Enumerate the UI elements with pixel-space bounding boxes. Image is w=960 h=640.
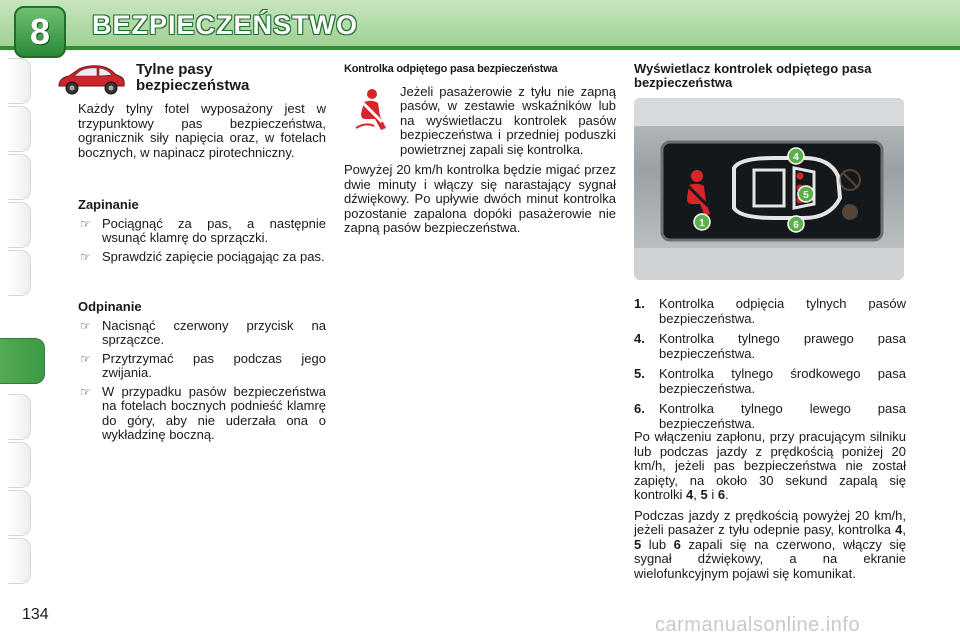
fastening-section	[78, 198, 326, 268]
hand-pointer-icon: ☞	[80, 384, 91, 399]
chapter-tab[interactable]	[8, 490, 31, 536]
warning-lamp-para1: Jeżeli pasażerowie z tyłu nie zapną pasów, w zestawie wskaźników lub na wyświetlaczu kontrolek pasów bezpieczeństwa i przedniej poduszki powietrznej zapali się kontrolka.	[400, 83, 616, 157]
chapter-tab-active[interactable]	[0, 338, 45, 384]
svg-text:1: 1	[699, 218, 705, 229]
watermark: carmanualsonline.info	[655, 614, 861, 636]
hand-pointer-icon: ☞	[80, 351, 91, 366]
legend-text: Kontrolka tylnego prawego pasa bezpieczeństwa.	[659, 331, 906, 361]
warning-lamp-title: Kontrolka odpiętego pasa bezpieczeństwa	[344, 63, 558, 75]
legend-row	[634, 367, 906, 396]
chapter-tab[interactable]	[8, 202, 31, 248]
intro-paragraph: Każdy tylny fotel wyposażony jest w trzypunktowy pas bezpieczeństwa, ogranicznik siły napięcia oraz, w fotelach bocznych, w napinacz pirotechniczny.	[78, 101, 326, 160]
list-item-text: Pociągnąć za pas, a następnie wsunąć klamrę do sprzączki.	[102, 215, 326, 245]
chapter-tab[interactable]	[8, 394, 31, 440]
hand-pointer-icon: ☞	[80, 318, 91, 333]
fastening-heading: Zapinanie	[78, 197, 139, 212]
col1-body	[78, 102, 326, 160]
list-item-text: Nacisnąć czerwony przycisk na sprzączce.	[102, 317, 326, 347]
chapter-tab-strip	[0, 58, 34, 578]
section-title: Tylne pasy bezpieczeństwa	[136, 61, 250, 94]
warning-lamp-para2: Powyżej 20 km/h kontrolka będzie migać przez dwie minuty i włączy się narastający sygnał dźwiękowy. Po upływie dwóch minut kontrolka pozostanie zapalona dopóki pasażerowie nie zapną pasów bezpieczeństwa.	[344, 162, 616, 235]
driving-paragraph: Podczas jazdy z prędkością powyżej 20 km/h, jeżeli pasażer z tyłu odepnie pasy, kontrolka 4, 5 lub 6 zapali się na czerwono, włączy się sygnał dźwiękowy, a na ekranie wielofunkcyjnym pojawi się komunikat.	[634, 507, 906, 581]
col2-body	[344, 62, 616, 236]
col3-header	[634, 62, 906, 90]
chapter-tab[interactable]	[8, 250, 31, 296]
list-item	[78, 319, 326, 348]
warning-display-illustration	[634, 98, 904, 280]
car-icon	[53, 64, 127, 98]
legend-row	[634, 332, 906, 361]
col3-paragraphs	[634, 430, 906, 587]
list-item	[78, 385, 326, 443]
list-item-text: W przypadku pasów bezpieczeństwa na fotelach bocznych podnieść klamrę do góry, aby nie uderzała ona o wykładzinę boczną.	[102, 383, 326, 442]
chapter-tab[interactable]	[8, 442, 31, 488]
chapter-tab[interactable]	[8, 58, 31, 104]
list-item-text: Sprawdzić zapięcie pociągając za pas.	[102, 248, 325, 264]
unfastening-heading: Odpinanie	[78, 299, 142, 314]
unfastening-section	[78, 300, 326, 447]
list-item	[78, 217, 326, 246]
legend-row	[634, 297, 906, 326]
fastening-steps	[78, 217, 326, 265]
header-divider	[0, 46, 960, 50]
legend-text: Kontrolka odpięcia tylnych pasów bezpieczeństwa.	[659, 296, 906, 326]
page-title: BEZPIECZEŃSTWO	[92, 10, 359, 40]
list-item-text: Przytrzymać pas podczas jego zwijania.	[102, 350, 326, 380]
page-number: 134	[22, 606, 49, 623]
legend-text: Kontrolka tylnego lewego pasa bezpieczeństwa.	[659, 401, 906, 431]
chapter-tab[interactable]	[8, 154, 31, 200]
callout-1	[694, 214, 710, 230]
legend-number: 4.	[634, 331, 645, 346]
callout-5	[798, 186, 814, 202]
chapter-number-badge: 8	[14, 6, 66, 58]
display-diagram	[634, 98, 904, 280]
legend-number: 5.	[634, 366, 645, 381]
list-item	[78, 250, 326, 265]
legend-number: 1.	[634, 296, 645, 311]
seatbelt-warning-icon	[350, 88, 390, 132]
svg-text:5: 5	[803, 190, 809, 201]
ignition-paragraph: Po włączeniu zapłonu, przy pracującym silniku lub podczas jazdy z prędkością poniżej 20 km/h, jeżeli pas bezpieczeństwa nie został zapięty, na około 30 sekund zapalą się kontrolki 4, 5 i 6.	[634, 429, 906, 502]
callout-legend	[634, 297, 906, 437]
display-title: Wyświetlacz kontrolek odpiętego pasa bezpieczeństwa	[634, 61, 872, 90]
callout-6	[788, 216, 804, 232]
legend-number: 6.	[634, 401, 645, 416]
svg-text:4: 4	[793, 152, 799, 163]
hand-pointer-icon: ☞	[80, 216, 91, 231]
chapter-tab[interactable]	[8, 538, 31, 584]
list-item	[78, 352, 326, 381]
chapter-tab[interactable]	[8, 106, 31, 152]
callout-4	[788, 148, 804, 164]
svg-text:6: 6	[793, 220, 799, 231]
legend-row	[634, 402, 906, 431]
hand-pointer-icon: ☞	[80, 249, 91, 264]
legend-text: Kontrolka tylnego środkowego pasa bezpieczeństwa.	[659, 366, 906, 396]
unfastening-steps	[78, 319, 326, 443]
